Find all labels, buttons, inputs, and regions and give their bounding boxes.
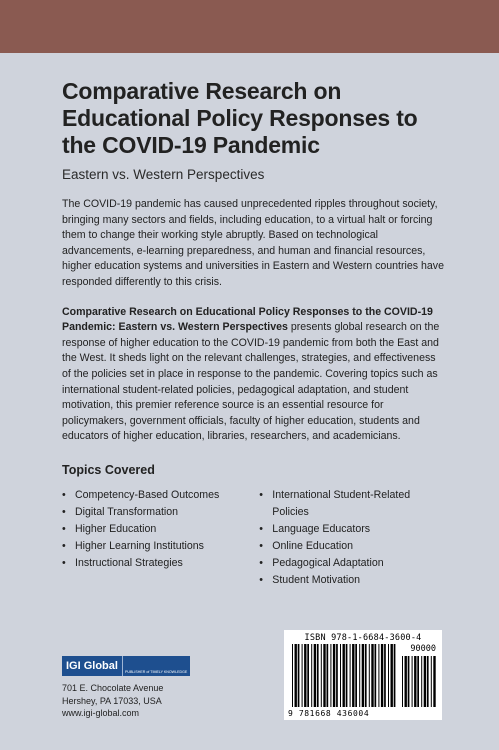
logo-tagline: PUBLISHER of TIMELY KNOWLEDGE [122,656,190,676]
barcode-bar [412,656,413,707]
address-line-1: 701 E. Chocolate Avenue [62,683,164,693]
barcode-bar [317,644,319,707]
barcode-bar [298,644,300,707]
paragraph-2-text: presents global research on the response of higher education to the COVID-19 pandemic from both the East and the West. It sheds light on the relevant challenges, strategies, and effectiveness of the policies set in place in response to the pandemic. Covering topics such as international student-related policies, pedagogical adaptation, and student motivation, this premier reference source is an essential resource for policymakers, government officials, faculty of higher education, students and educators of higher education, libraries, researchers, and academicians. [62,321,440,443]
barcode-digits: 9 781668 436004 [288,709,370,718]
barcode-bar [350,644,351,707]
topic-item: • Instructional Strategies [62,555,259,572]
logo-wordmark: IGI Global [62,656,122,676]
back-cover-content [62,78,447,589]
barcode-bar [365,644,367,707]
barcode-bar [295,644,297,707]
paragraph-2-bold-title: Comparative Research on Educational Policy Responses to the COVID-19 Pandemic: Eastern vs. Western Perspectives [62,305,433,334]
bullet-icon: • [62,505,66,518]
address-line-2: Hershey, PA 17033, USA [62,695,162,706]
topic-item: • Student Motivation [259,572,447,589]
description-paragraph-2 [62,305,447,445]
description-paragraph-1: The COVID-19 pandemic has caused unprecedented ripples throughout society, bringing many sectors and fields, including education, to a virtual halt or forcing them to change their working style abruptly. Based on technological advancements, e-learning preparedness, and human and financial resources, higher education systems and universities in Eastern and Western countries have responded differently to this crisis. [62,198,444,288]
barcode-bar [304,644,306,707]
bullet-icon: • [259,573,264,586]
bullet-icon: • [62,522,66,535]
barcode-bar [330,644,331,707]
barcode-bar [343,644,345,707]
book-subtitle: Eastern vs. Western Perspectives [62,167,265,182]
topic-item: • Language Educators [259,521,447,538]
barcode-bar [307,644,309,707]
top-color-band [0,0,499,53]
isbn-number: ISBN 978-1-6684-3600-4 [304,633,422,643]
topics-list [62,487,447,589]
bullet-icon: • [62,488,66,501]
barcode-bar [371,644,373,707]
barcode-bar [391,644,393,707]
barcode-bar [340,644,341,707]
topic-item: • Higher Education [62,521,259,538]
barcode-bar [433,656,435,707]
barcode-bar [314,644,316,707]
book-title: Comparative Research on Educational Policy Responses to the COVID-19 Pandemic [62,78,418,158]
bullet-icon: • [62,539,66,552]
barcode-bar [321,644,322,707]
barcode-bar [362,644,364,707]
barcode-bar [431,656,432,707]
barcode-bar [292,644,293,707]
barcode-bar [388,644,389,707]
topic-item: • Online Education [259,538,447,555]
bullet-icon: • [259,539,264,552]
barcode-bar [402,656,403,707]
publisher-website: www.igi-global.com [62,708,140,718]
barcode-bar [384,644,386,707]
barcode-bar [414,656,416,707]
barcode-bar [381,644,383,707]
bullet-icon: • [259,556,264,569]
topics-column-right [259,487,447,589]
publisher-address [62,682,190,720]
price-code: 90000 [410,644,436,654]
bullet-icon: • [259,488,264,501]
barcode-graphic [284,630,442,720]
barcode-bar [302,644,303,707]
barcode-block [284,630,442,720]
bullet-icon: • [259,522,264,535]
topic-item: • Pedagogical Adaptation [259,555,447,572]
publisher-logo [62,656,190,676]
topics-heading: Topics Covered [62,462,155,477]
bullet-icon: • [62,556,66,569]
barcode-bar [352,644,354,707]
barcode-bar [369,644,370,707]
barcode-bar [333,644,335,707]
barcode-bar [311,644,312,707]
barcode-bar [378,644,379,707]
barcode-bar [405,656,407,707]
barcode-bar [421,656,422,707]
barcode-bar [424,656,426,707]
topic-item: • Higher Learning Institutions [62,538,259,555]
barcode-bar [394,644,396,707]
topics-column-left [62,487,259,589]
barcode-bar [336,644,338,707]
barcode-bar [346,644,348,707]
barcode-bar [417,656,419,707]
barcode-bar [408,656,410,707]
barcode-bar [375,644,377,707]
topic-item: • International Student-Related Policies [259,488,411,518]
topic-item: • Digital Transformation [62,504,259,521]
barcode-bar [359,644,360,707]
barcode-bar [323,644,325,707]
topic-item: • Competency-Based Outcomes [62,487,259,504]
publisher-block [62,656,190,720]
barcode-bar [427,656,429,707]
barcode-bar [355,644,357,707]
barcode-bar [327,644,329,707]
